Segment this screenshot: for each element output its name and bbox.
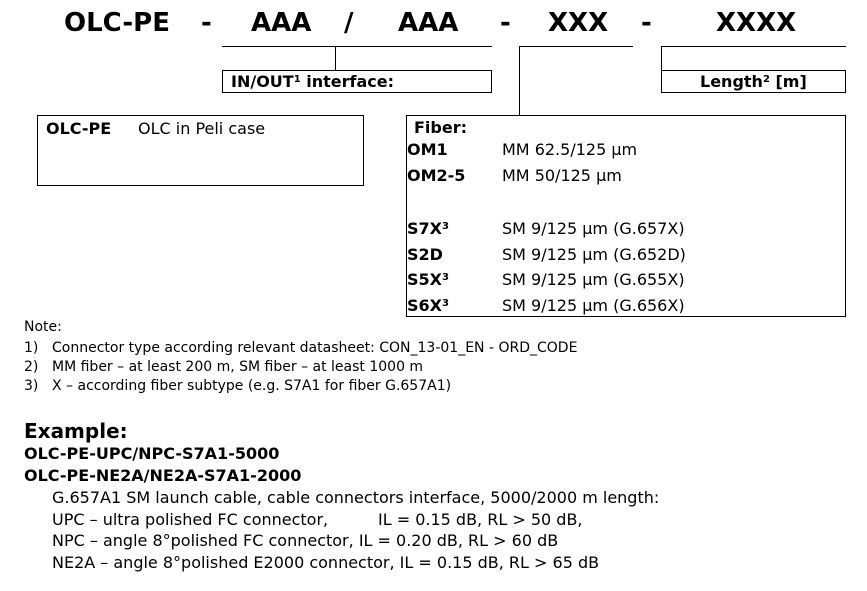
fiber-description: MM 50/125 µm	[502, 166, 622, 185]
product-description: OLC in Peli case	[138, 119, 266, 138]
example-code: OLC-PE-UPC/NPC-S7A1-5000	[24, 444, 280, 463]
product-code: OLC-PE	[46, 119, 112, 138]
fiber-title: Fiber:	[414, 118, 468, 137]
note-number: 1)	[24, 340, 39, 356]
leader-length	[661, 46, 662, 70]
connector-name: NE2A – angle 8°polished E2000 connector, IL = 0.15 dB, RL > 65 dB	[52, 553, 600, 572]
code-part-series: OLC-PE	[64, 8, 170, 38]
fiber-description: SM 9/125 µm (G.657X)	[502, 219, 685, 238]
underline-interface	[222, 46, 492, 47]
fiber-description: SM 9/125 µm (G.655X)	[502, 270, 685, 289]
note-number: 2)	[24, 359, 39, 375]
interface-box	[222, 70, 492, 93]
interface-label: IN/OUT$^1$ interface:	[231, 72, 394, 91]
code-part-fiber: XXX	[548, 8, 609, 38]
code-separator: -	[500, 8, 511, 38]
fiber-description: SM 9/125 µm (G.656X)	[502, 296, 685, 315]
underline-fiber	[519, 46, 633, 47]
example-description: G.657A1 SM launch cable, cable connectors interface, 5000/2000 m length:	[52, 488, 660, 507]
code-slash: /	[344, 8, 354, 38]
fiber-code: $S5X^3$	[407, 270, 449, 289]
fiber-description: MM 62.5/125 µm	[502, 140, 638, 159]
connector-name: UPC – ultra polished FC connector,	[52, 510, 329, 529]
code-separator: -	[201, 8, 212, 38]
fiber-code: OM1	[407, 140, 448, 159]
leader-fiber	[519, 46, 520, 115]
code-part-length: XXXX	[716, 8, 797, 38]
length-box	[661, 70, 846, 93]
fiber-code: $S6X^3$	[407, 296, 449, 315]
connector-spec: IL = 0.15 dB, RL > 50 dB,	[378, 510, 583, 529]
product-box	[37, 115, 364, 186]
note-number: 3)	[24, 378, 39, 394]
underline-length	[661, 46, 846, 47]
fiber-description: SM 9/125 µm (G.652D)	[502, 245, 686, 264]
note-text: Connector type according relevant datasheet: CON_13-01_EN - ORD_CODE	[52, 340, 578, 356]
example-code: OLC-PE-NE2A/NE2A-S7A1-2000	[24, 466, 302, 485]
note-text: MM fiber – at least 200 m, SM fiber – at least 1000 m	[52, 359, 424, 375]
notes-title: Note:	[24, 319, 62, 335]
connector-name: NPC – angle 8°polished FC connector, IL = 0.20 dB, RL > 60 dB	[52, 531, 559, 550]
code-part-out-interface: AAA	[398, 8, 459, 38]
length-label: Length$^2$ [m]	[700, 72, 807, 91]
fiber-code: $S7X^3$	[407, 219, 449, 238]
code-separator: -	[641, 8, 652, 38]
code-part-in-interface: AAA	[251, 8, 312, 38]
example-title: Example:	[24, 419, 128, 443]
note-text: X – according fiber subtype (e.g. S7A1 for fiber G.657A1)	[52, 378, 452, 394]
fiber-code: OM2-5	[407, 166, 466, 185]
leader-interface	[335, 46, 336, 70]
fiber-code: S2D	[407, 245, 443, 264]
